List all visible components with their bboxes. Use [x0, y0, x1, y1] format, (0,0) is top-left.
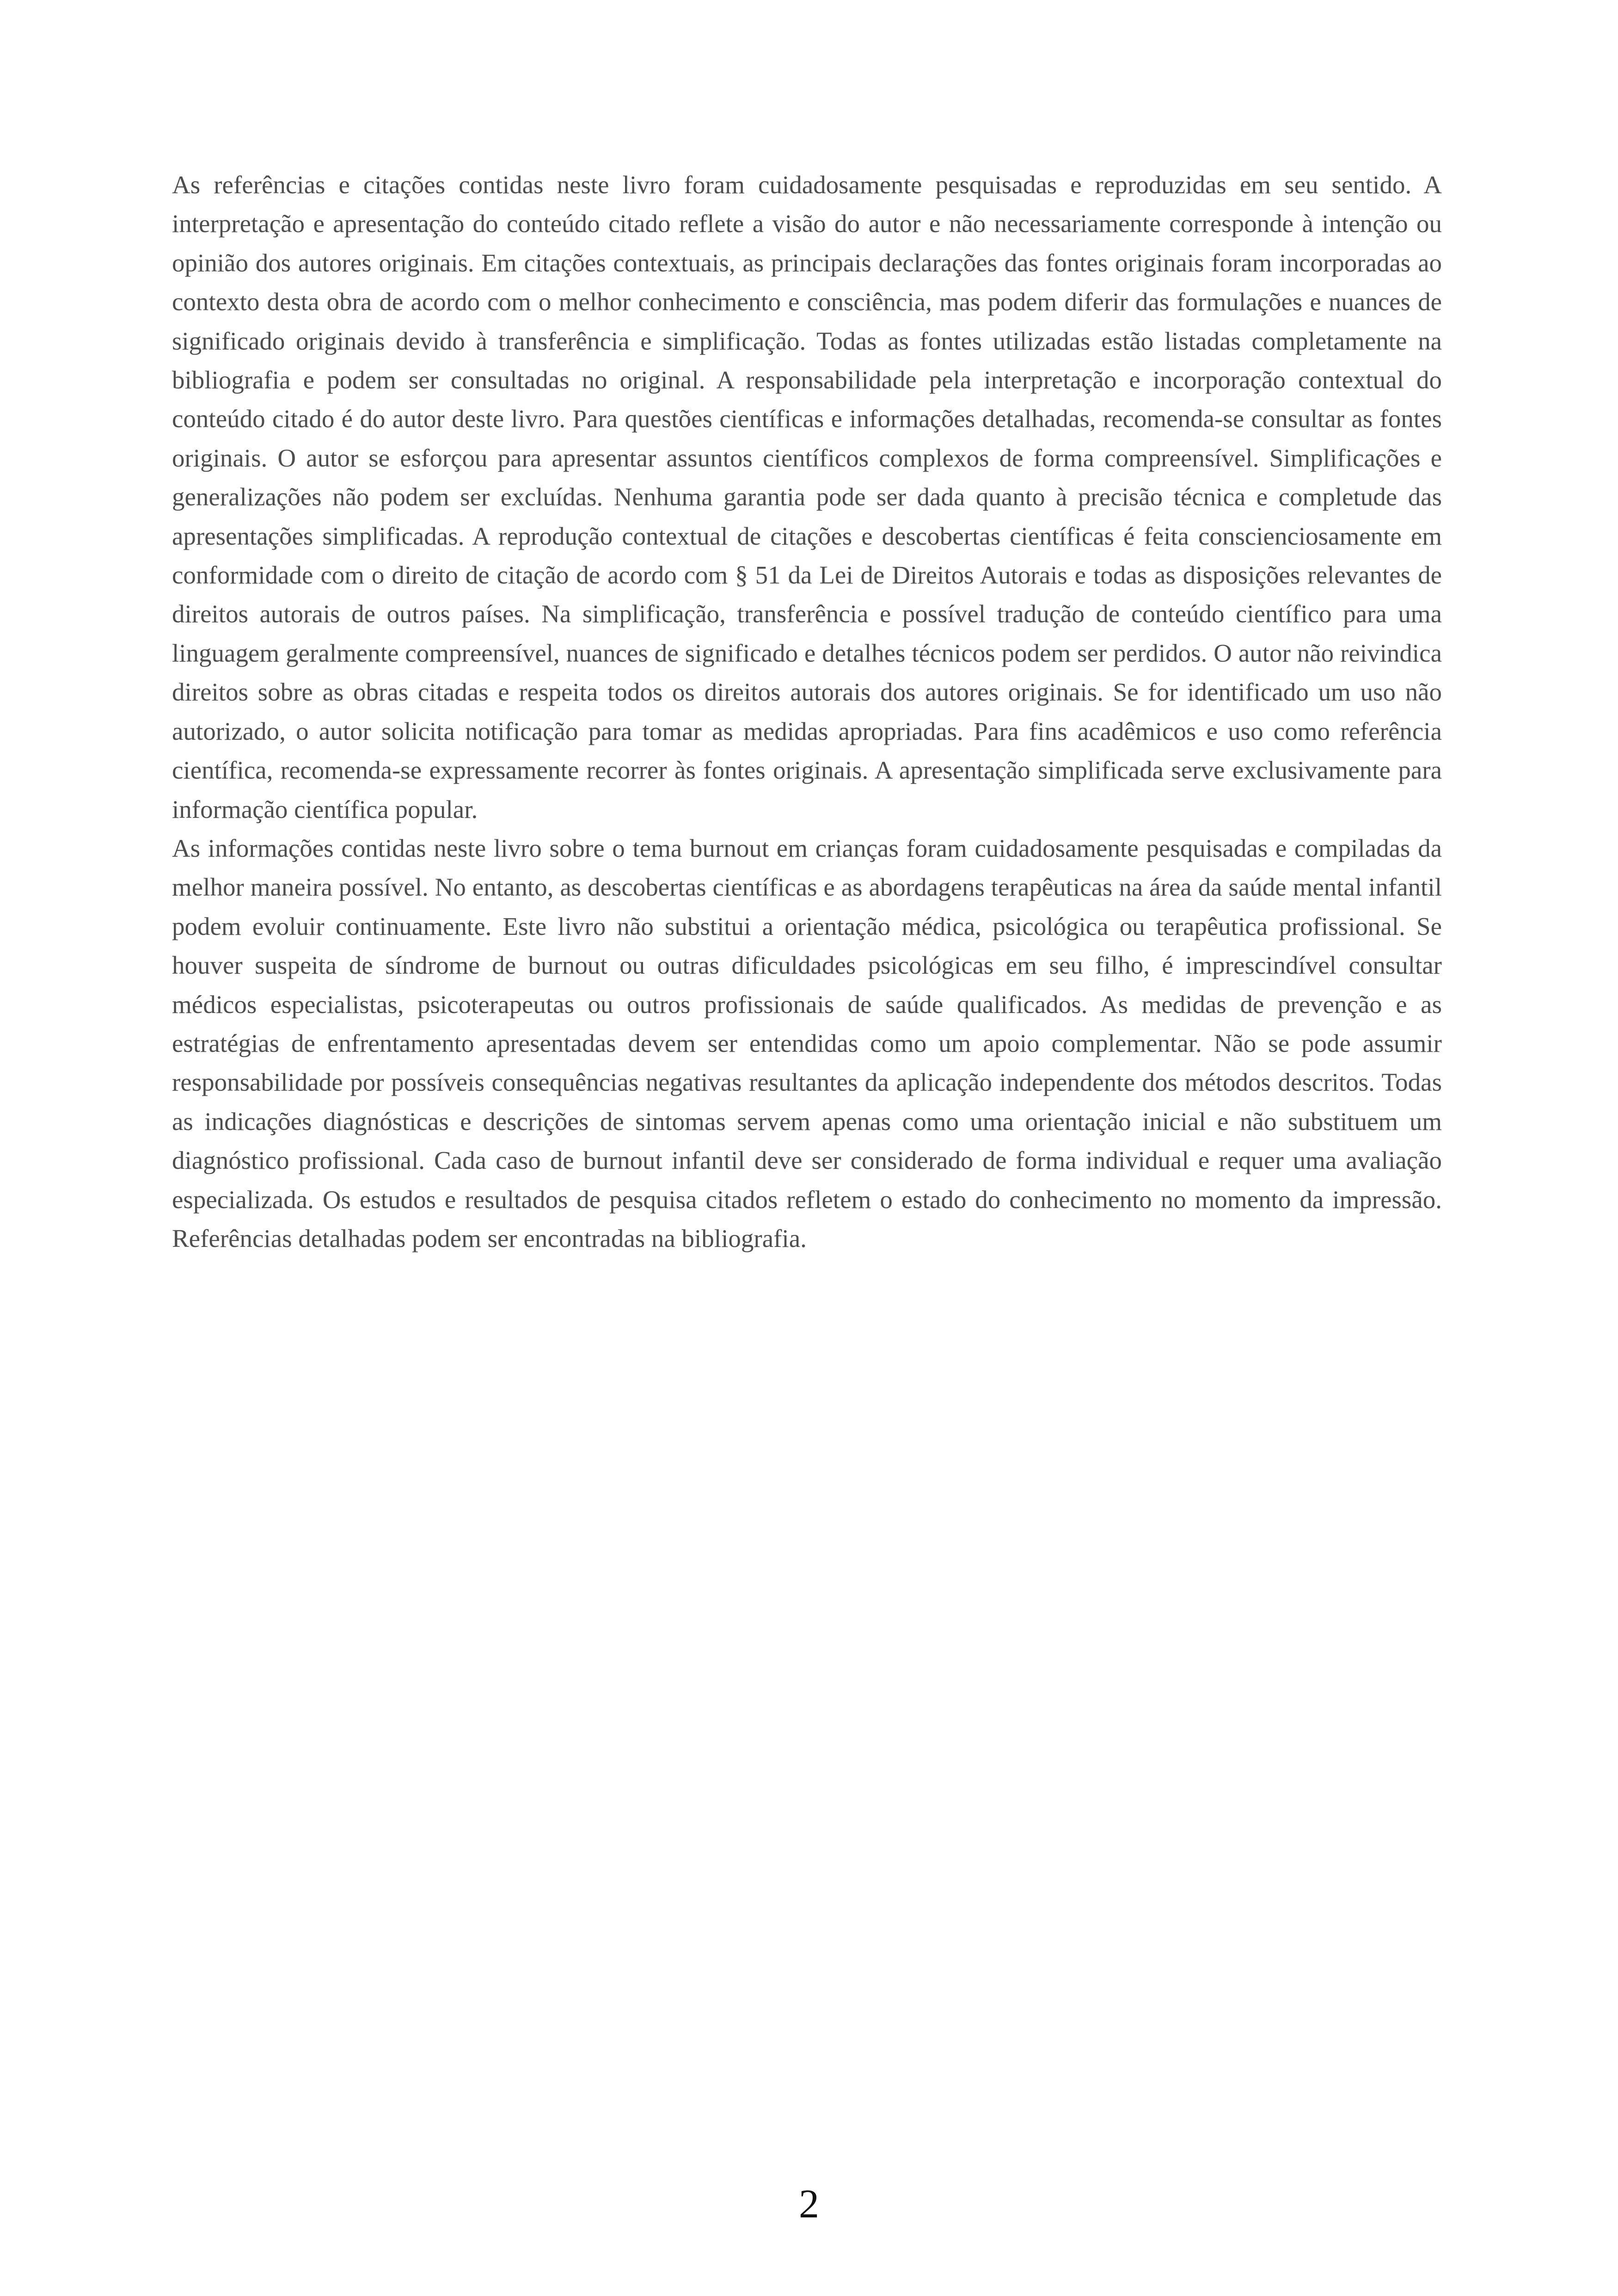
page-number: 2: [799, 2182, 819, 2227]
disclaimer-paragraph-citations: As referências e citações contidas neste livro foram cuidadosamente pesquisadas e reproduzidas em seu sentido. A interpretação e apresentação do conteúdo citado reflete a visão do autor e não necessariamente corresponde à intenção ou opinião dos autores originais. Em citações contextuais, as principais declarações das fontes originais foram incorporadas ao contexto desta obra de acordo com o melhor conhecimento e consciência, mas podem diferir das formulações e nuances de significado originais devido à transferência e simplificação. Todas as fontes utilizadas estão listadas completamente na bibliografia e podem ser consultadas no original. A responsabilidade pela interpretação e incorporação contextual do conteúdo citado é do autor deste livro. Para questões científicas e informações detalhadas, recomenda-se consultar as fontes originais. O autor se esforçou para apresentar assuntos científicos complexos de forma compreensível. Simplificações e generalizações não podem ser excluídas. Nenhuma garantia pode ser dada quanto à precisão técnica e completude das apresentações simplificadas. A reprodução contextual de citações e descobertas científicas é feita conscienciosamente em conformidade com o direito de citação de acordo com § 51 da Lei de Direitos Autorais e todas as disposições relevantes de direitos autorais de outros países. Na simplificação, transferência e possível tradução de conteúdo científico para uma linguagem geralmente compreensível, nuances de significado e detalhes técnicos podem ser perdidos. O autor não reivindica direitos sobre as obras citadas e respeita todos os direitos autorais dos autores originais. Se for identificado um uso não autorizado, o autor solicita notificação para tomar as medidas apropriadas. Para fins acadêmicos e uso como referência científica, recomenda-se expressamente recorrer às fontes originais. A apresentação simplificada serve exclusivamente para informação científica popular.: [172, 171, 1442, 823]
disclaimer-paragraph-medical: As informações contidas neste livro sobre o tema burnout em crianças foram cuidadosamente pesquisadas e compiladas da melhor maneira possível. No entanto, as descobertas científicas e as abordagens terapêuticas na área da saúde mental infantil podem evoluir continuamente. Este livro não substitui a orientação médica, psicológica ou terapêutica profissional. Se houver suspeita de síndrome de burnout ou outras dificuldades psicológicas em seu filho, é imprescindível consultar médicos especialistas, psicoterapeutas ou outros profissionais de saúde qualificados. As medidas de prevenção e as estratégias de enfrentamento apresentadas devem ser entendidas como um apoio complementar. Não se pode assumir responsabilidade por possíveis consequências negativas resultantes da aplicação independente dos métodos descritos. Todas as indicações diagnósticas e descrições de sintomas servem apenas como uma orientação inicial e não substituem um diagnóstico profissional. Cada caso de burnout infantil deve ser considerado de forma individual e requer uma avaliação especializada. Os estudos e resultados de pesquisa citados refletem o estado do conhecimento no momento da impressão. Referências detalhadas podem ser encontradas na bibliografia.: [172, 834, 1442, 1252]
body-text-block: [172, 166, 1442, 1258]
